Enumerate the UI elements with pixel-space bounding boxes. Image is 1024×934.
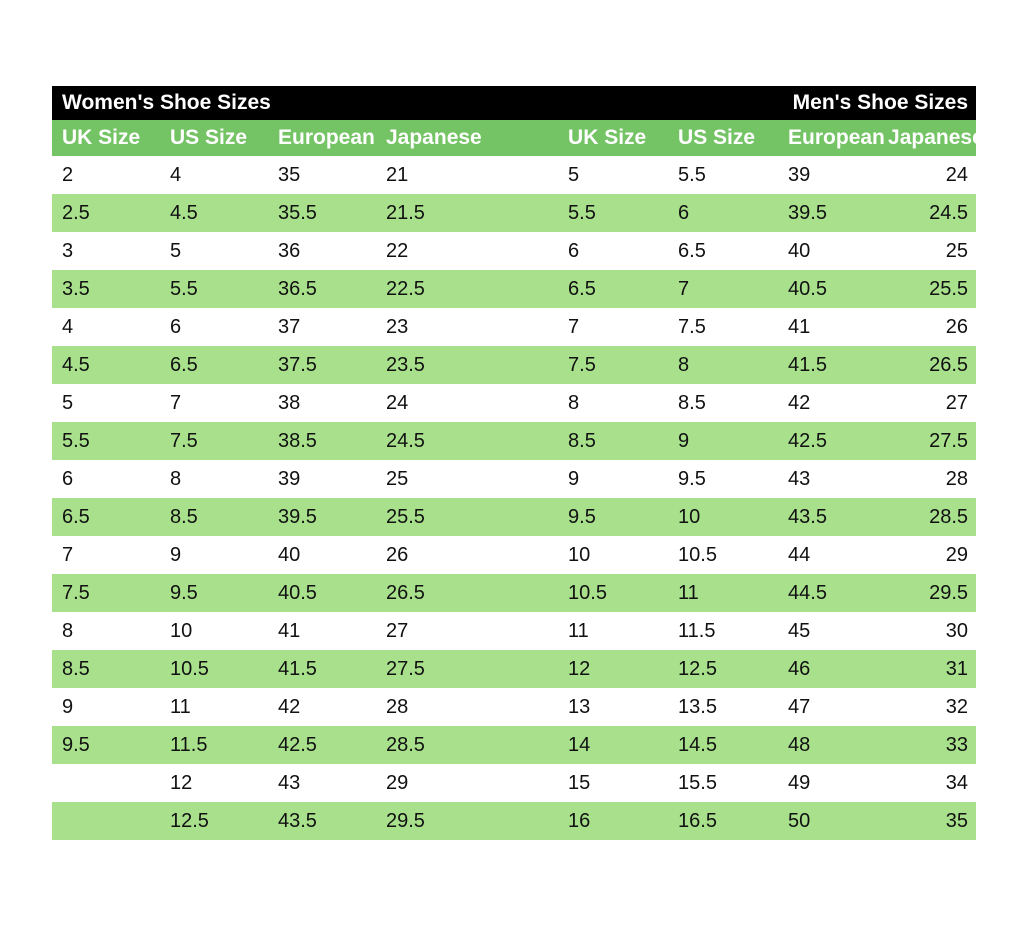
cell-mens-european: 42 — [778, 384, 888, 422]
cell-womens-us: 5.5 — [160, 270, 268, 308]
cell-gap — [514, 460, 558, 498]
cell-womens-japanese: 21 — [376, 156, 514, 194]
cell-womens-japanese: 24 — [376, 384, 514, 422]
cell-womens-us: 7.5 — [160, 422, 268, 460]
cell-mens-european: 47 — [778, 688, 888, 726]
cell-womens-european: 39 — [268, 460, 376, 498]
cell-mens-uk: 7 — [558, 308, 668, 346]
cell-womens-us: 4 — [160, 156, 268, 194]
table-row — [52, 802, 976, 840]
table-row — [52, 536, 976, 574]
cell-mens-japanese: 25.5 — [888, 270, 976, 308]
header-mens-european: European — [778, 120, 888, 156]
cell-womens-uk: 3 — [52, 232, 160, 270]
table-row — [52, 308, 976, 346]
cell-gap — [514, 232, 558, 270]
table-row — [52, 232, 976, 270]
cell-mens-us: 7.5 — [668, 308, 778, 346]
cell-womens-us: 4.5 — [160, 194, 268, 232]
cell-womens-us: 9.5 — [160, 574, 268, 612]
womens-section-title: Women's Shoe Sizes — [52, 86, 514, 120]
cell-mens-us: 15.5 — [668, 764, 778, 802]
cell-womens-us: 11.5 — [160, 726, 268, 764]
table-row — [52, 194, 976, 232]
cell-mens-japanese: 28.5 — [888, 498, 976, 536]
cell-mens-us: 10.5 — [668, 536, 778, 574]
cell-womens-japanese: 21.5 — [376, 194, 514, 232]
cell-mens-us: 5.5 — [668, 156, 778, 194]
cell-mens-japanese: 24.5 — [888, 194, 976, 232]
cell-womens-japanese: 22.5 — [376, 270, 514, 308]
header-mens-uk: UK Size — [558, 120, 668, 156]
cell-womens-uk: 8.5 — [52, 650, 160, 688]
table-row — [52, 612, 976, 650]
cell-mens-us: 10 — [668, 498, 778, 536]
cell-womens-european: 42 — [268, 688, 376, 726]
size-conversion-table — [52, 86, 984, 840]
cell-mens-uk: 10.5 — [558, 574, 668, 612]
cell-womens-uk: 7 — [52, 536, 160, 574]
cell-womens-european: 41 — [268, 612, 376, 650]
cell-mens-japanese: 30 — [888, 612, 976, 650]
cell-womens-japanese: 27 — [376, 612, 514, 650]
table-row — [52, 384, 976, 422]
cell-womens-japanese: 22 — [376, 232, 514, 270]
cell-mens-european: 48 — [778, 726, 888, 764]
cell-womens-uk: 3.5 — [52, 270, 160, 308]
cell-womens-japanese: 25 — [376, 460, 514, 498]
cell-mens-uk: 16 — [558, 802, 668, 840]
cell-mens-uk: 11 — [558, 612, 668, 650]
cell-mens-us: 6.5 — [668, 232, 778, 270]
cell-womens-japanese: 29 — [376, 764, 514, 802]
cell-womens-japanese: 28 — [376, 688, 514, 726]
cell-mens-japanese: 24 — [888, 156, 976, 194]
cell-womens-us: 8 — [160, 460, 268, 498]
cell-mens-european: 41.5 — [778, 346, 888, 384]
cell-womens-us: 10.5 — [160, 650, 268, 688]
cell-womens-uk: 6 — [52, 460, 160, 498]
cell-gap — [514, 156, 558, 194]
cell-gap — [514, 194, 558, 232]
cell-mens-us: 11.5 — [668, 612, 778, 650]
cell-gap — [514, 422, 558, 460]
cell-gap — [514, 688, 558, 726]
cell-mens-uk: 5.5 — [558, 194, 668, 232]
table-row — [52, 650, 976, 688]
cell-womens-european: 40 — [268, 536, 376, 574]
cell-mens-japanese: 32 — [888, 688, 976, 726]
header-womens-japanese: Japanese — [376, 120, 514, 156]
cell-womens-us: 12.5 — [160, 802, 268, 840]
cell-womens-us: 7 — [160, 384, 268, 422]
table-row — [52, 498, 976, 536]
cell-mens-uk: 7.5 — [558, 346, 668, 384]
cell-mens-european: 43 — [778, 460, 888, 498]
cell-mens-japanese: 29 — [888, 536, 976, 574]
table-row — [52, 688, 976, 726]
shoe-size-chart — [52, 86, 984, 840]
cell-mens-european: 41 — [778, 308, 888, 346]
cell-mens-european: 39.5 — [778, 194, 888, 232]
cell-mens-japanese: 27.5 — [888, 422, 976, 460]
cell-womens-european: 36 — [268, 232, 376, 270]
cell-womens-japanese: 28.5 — [376, 726, 514, 764]
cell-womens-uk: 2.5 — [52, 194, 160, 232]
table-row — [52, 422, 976, 460]
table-row — [52, 346, 976, 384]
cell-womens-us: 12 — [160, 764, 268, 802]
cell-womens-japanese: 23 — [376, 308, 514, 346]
cell-womens-uk: 8 — [52, 612, 160, 650]
cell-womens-japanese: 24.5 — [376, 422, 514, 460]
cell-mens-uk: 5 — [558, 156, 668, 194]
cell-mens-uk: 9 — [558, 460, 668, 498]
cell-womens-european: 37.5 — [268, 346, 376, 384]
cell-womens-japanese: 26.5 — [376, 574, 514, 612]
cell-mens-us: 16.5 — [668, 802, 778, 840]
cell-mens-japanese: 25 — [888, 232, 976, 270]
cell-womens-us: 6.5 — [160, 346, 268, 384]
cell-womens-us: 10 — [160, 612, 268, 650]
table-row — [52, 156, 976, 194]
table-row — [52, 270, 976, 308]
cell-mens-us: 13.5 — [668, 688, 778, 726]
cell-mens-uk: 14 — [558, 726, 668, 764]
cell-mens-uk: 13 — [558, 688, 668, 726]
cell-womens-uk — [52, 802, 160, 840]
cell-mens-uk: 8.5 — [558, 422, 668, 460]
cell-mens-us: 9.5 — [668, 460, 778, 498]
cell-mens-us: 8 — [668, 346, 778, 384]
table-header-row — [52, 120, 976, 156]
cell-mens-european: 45 — [778, 612, 888, 650]
cell-womens-european: 35.5 — [268, 194, 376, 232]
cell-womens-uk: 2 — [52, 156, 160, 194]
cell-mens-us: 11 — [668, 574, 778, 612]
cell-womens-us: 6 — [160, 308, 268, 346]
cell-mens-us: 6 — [668, 194, 778, 232]
cell-gap — [514, 270, 558, 308]
cell-mens-uk: 12 — [558, 650, 668, 688]
cell-mens-european: 44 — [778, 536, 888, 574]
cell-mens-us: 9 — [668, 422, 778, 460]
cell-mens-japanese: 29.5 — [888, 574, 976, 612]
cell-mens-japanese: 33 — [888, 726, 976, 764]
cell-womens-uk: 5.5 — [52, 422, 160, 460]
header-womens-us: US Size — [160, 120, 268, 156]
cell-womens-japanese: 27.5 — [376, 650, 514, 688]
header-womens-european: European — [268, 120, 376, 156]
cell-mens-european: 42.5 — [778, 422, 888, 460]
table-title-row — [52, 86, 976, 120]
cell-mens-us: 12.5 — [668, 650, 778, 688]
cell-gap — [514, 498, 558, 536]
table-row — [52, 726, 976, 764]
mens-section-title: Men's Shoe Sizes — [558, 86, 976, 120]
cell-mens-japanese: 26 — [888, 308, 976, 346]
cell-womens-european: 39.5 — [268, 498, 376, 536]
cell-mens-japanese: 35 — [888, 802, 976, 840]
cell-womens-us: 5 — [160, 232, 268, 270]
cell-gap — [514, 764, 558, 802]
cell-womens-european: 37 — [268, 308, 376, 346]
cell-mens-european: 40.5 — [778, 270, 888, 308]
cell-mens-european: 46 — [778, 650, 888, 688]
cell-mens-uk: 6 — [558, 232, 668, 270]
header-mens-japanese: Japanese — [888, 120, 976, 156]
table-row — [52, 574, 976, 612]
cell-womens-us: 9 — [160, 536, 268, 574]
cell-gap — [514, 574, 558, 612]
cell-womens-european: 36.5 — [268, 270, 376, 308]
cell-womens-japanese: 23.5 — [376, 346, 514, 384]
cell-mens-uk: 15 — [558, 764, 668, 802]
cell-womens-european: 40.5 — [268, 574, 376, 612]
cell-womens-uk: 9.5 — [52, 726, 160, 764]
title-gap — [514, 86, 558, 120]
cell-womens-european: 38 — [268, 384, 376, 422]
header-mens-us: US Size — [668, 120, 778, 156]
cell-mens-european: 49 — [778, 764, 888, 802]
cell-gap — [514, 536, 558, 574]
cell-womens-uk: 7.5 — [52, 574, 160, 612]
cell-womens-european: 43.5 — [268, 802, 376, 840]
cell-mens-uk: 6.5 — [558, 270, 668, 308]
cell-womens-us: 8.5 — [160, 498, 268, 536]
cell-mens-us: 14.5 — [668, 726, 778, 764]
cell-mens-european: 39 — [778, 156, 888, 194]
cell-mens-uk: 8 — [558, 384, 668, 422]
cell-womens-european: 41.5 — [268, 650, 376, 688]
cell-womens-uk — [52, 764, 160, 802]
cell-mens-us: 7 — [668, 270, 778, 308]
cell-womens-uk: 6.5 — [52, 498, 160, 536]
table-body — [52, 86, 984, 840]
cell-mens-european: 44.5 — [778, 574, 888, 612]
cell-mens-european: 40 — [778, 232, 888, 270]
cell-womens-european: 42.5 — [268, 726, 376, 764]
cell-mens-japanese: 31 — [888, 650, 976, 688]
cell-mens-japanese: 26.5 — [888, 346, 976, 384]
header-womens-uk: UK Size — [52, 120, 160, 156]
cell-mens-japanese: 34 — [888, 764, 976, 802]
table-row — [52, 460, 976, 498]
cell-womens-european: 35 — [268, 156, 376, 194]
header-gap — [514, 120, 558, 156]
cell-gap — [514, 612, 558, 650]
cell-womens-uk: 9 — [52, 688, 160, 726]
cell-mens-uk: 9.5 — [558, 498, 668, 536]
cell-mens-european: 50 — [778, 802, 888, 840]
cell-womens-japanese: 25.5 — [376, 498, 514, 536]
cell-womens-uk: 5 — [52, 384, 160, 422]
cell-womens-uk: 4 — [52, 308, 160, 346]
cell-womens-uk: 4.5 — [52, 346, 160, 384]
cell-gap — [514, 346, 558, 384]
table-row — [52, 764, 976, 802]
cell-womens-european: 38.5 — [268, 422, 376, 460]
cell-mens-japanese: 27 — [888, 384, 976, 422]
cell-gap — [514, 802, 558, 840]
cell-womens-us: 11 — [160, 688, 268, 726]
cell-mens-japanese: 28 — [888, 460, 976, 498]
cell-gap — [514, 726, 558, 764]
cell-gap — [514, 384, 558, 422]
cell-gap — [514, 650, 558, 688]
cell-womens-european: 43 — [268, 764, 376, 802]
cell-womens-japanese: 29.5 — [376, 802, 514, 840]
cell-mens-european: 43.5 — [778, 498, 888, 536]
cell-womens-japanese: 26 — [376, 536, 514, 574]
cell-mens-us: 8.5 — [668, 384, 778, 422]
cell-mens-uk: 10 — [558, 536, 668, 574]
cell-gap — [514, 308, 558, 346]
